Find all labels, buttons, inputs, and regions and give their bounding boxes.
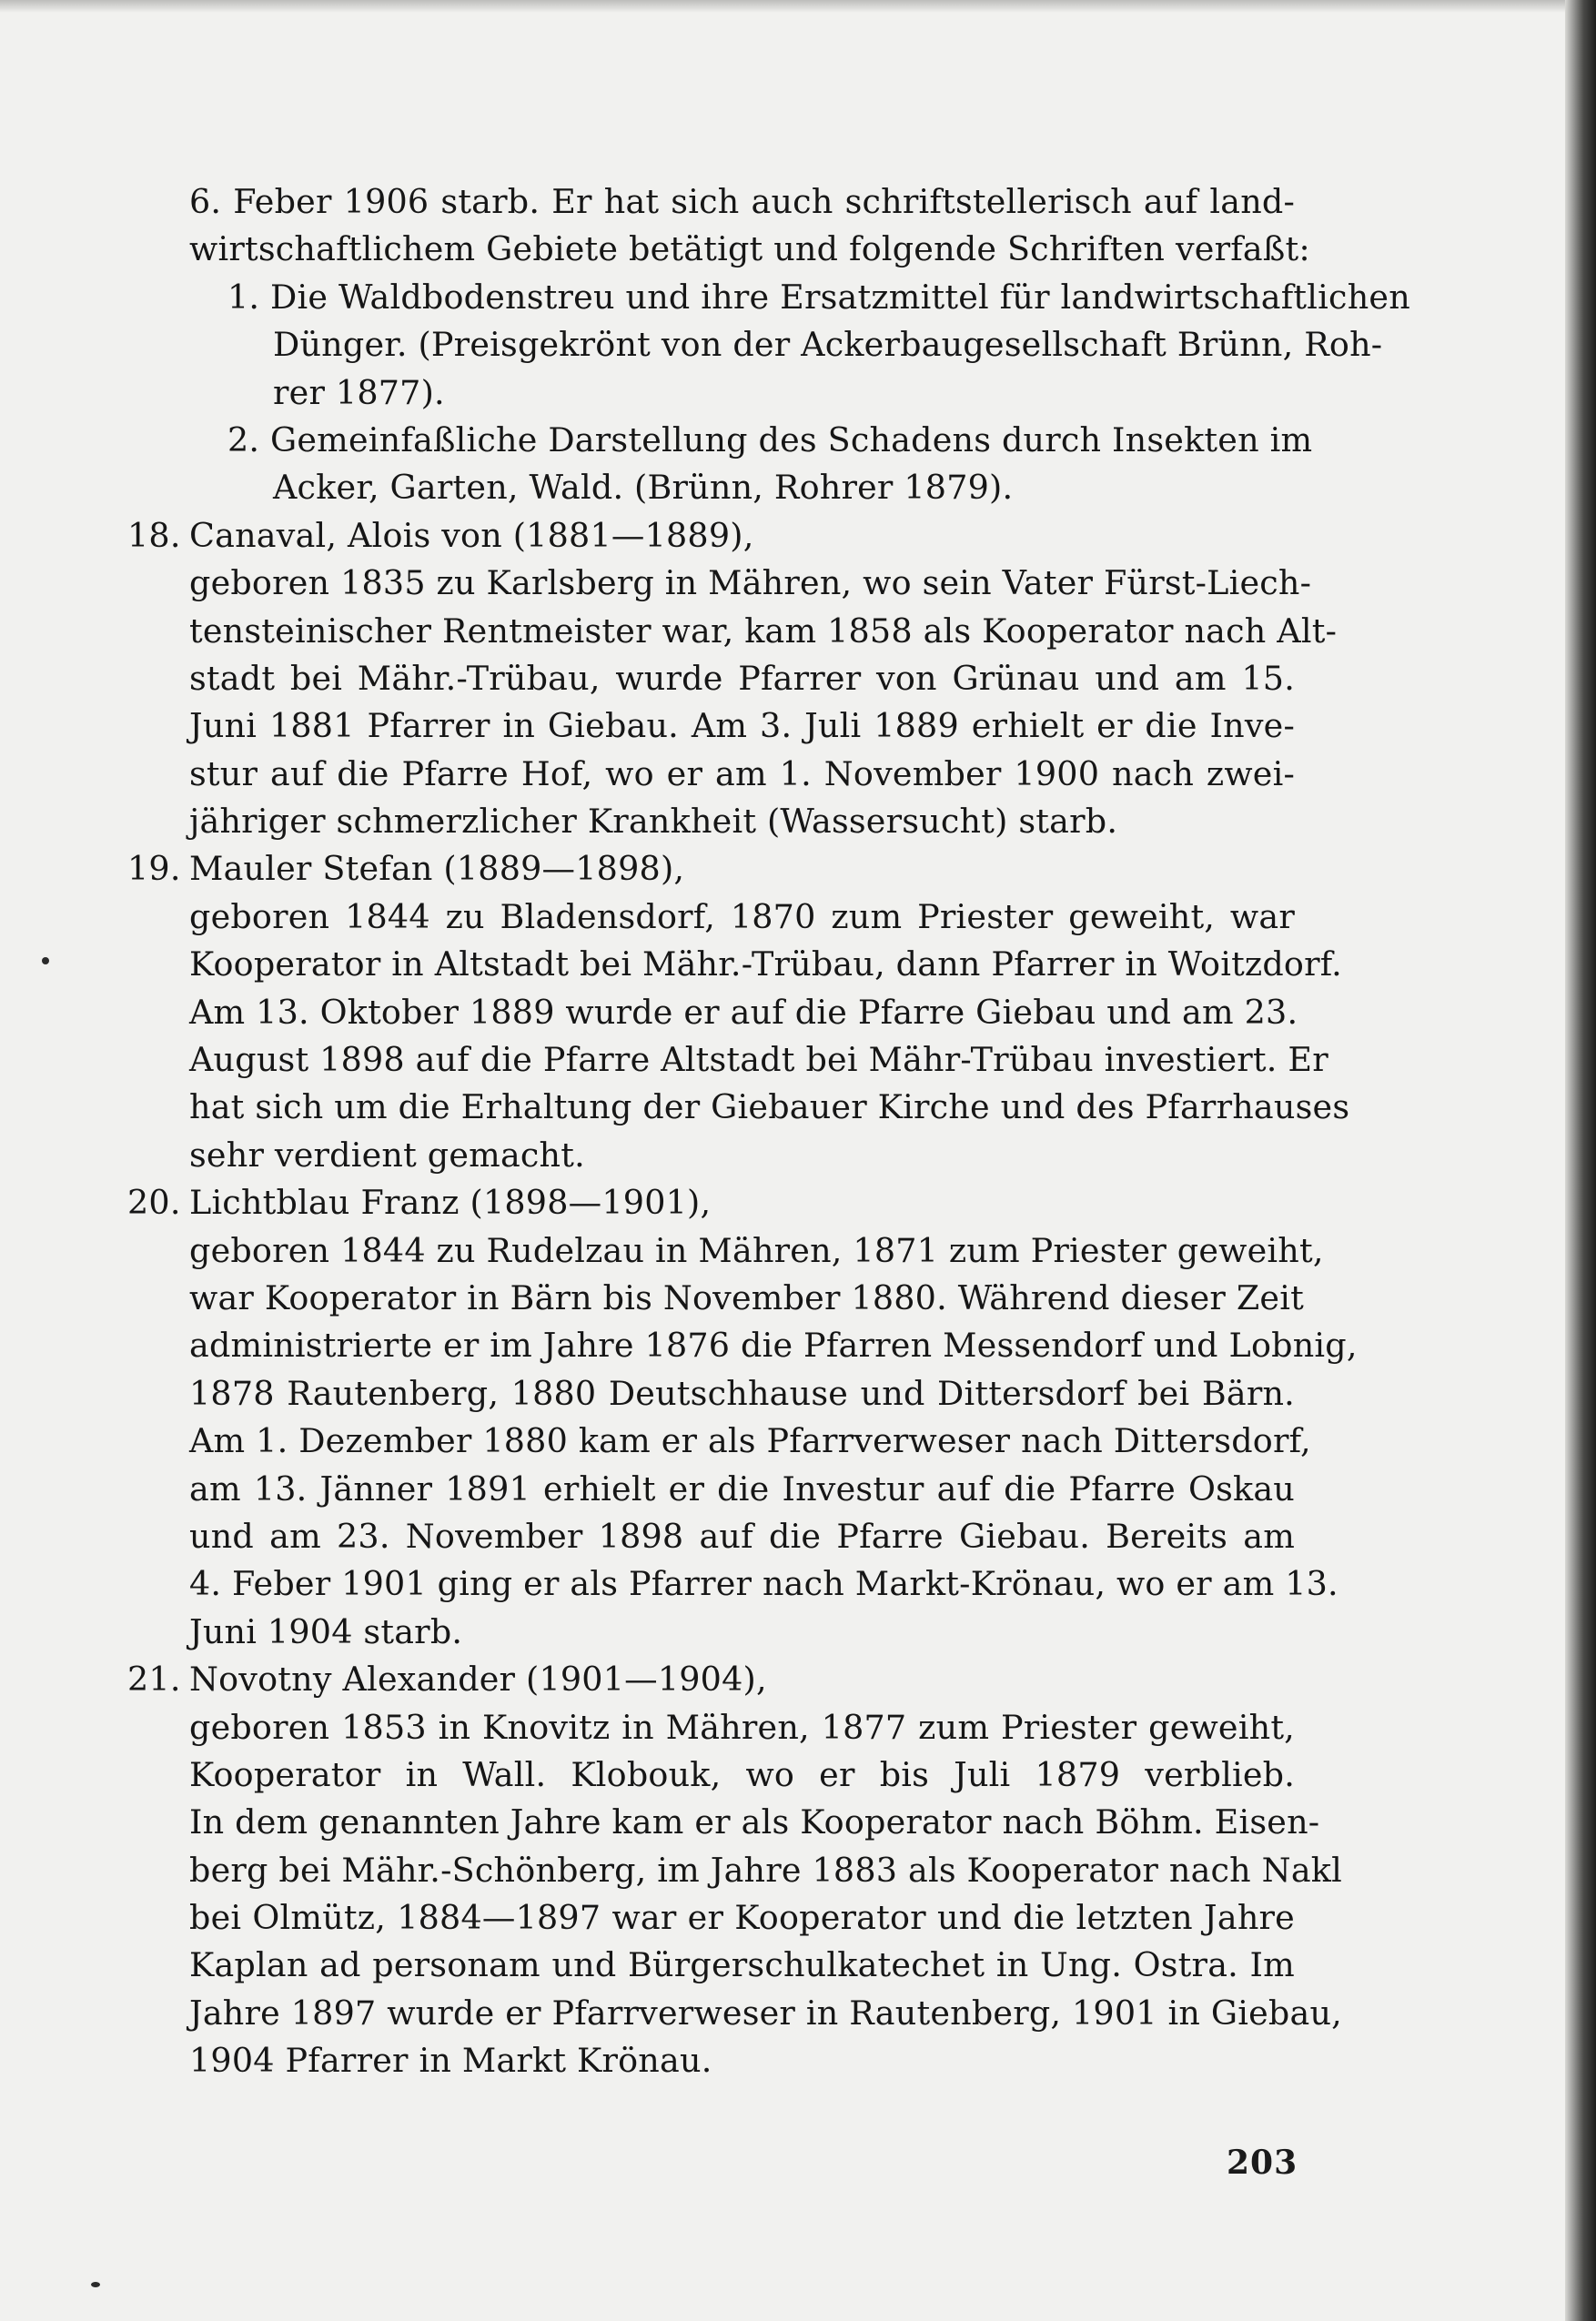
text-line: war Kooperator in Bärn bis November 1880. Während dieser Zeit	[189, 1277, 1304, 1317]
text-line: jähriger schmerzlicher Krankheit (Wassersucht) starb.	[189, 802, 1118, 842]
scan-speck	[91, 2282, 100, 2287]
entry-heading-text: Mauler Stefan (1889—1898),	[189, 849, 685, 889]
text-line: 1878 Rautenberg, 1880 Deutschhause und Dittersdorf bei Bärn.	[189, 1373, 1295, 1413]
entry-number: 18.	[127, 515, 181, 555]
entry-heading-18	[127, 512, 1295, 560]
text-line: Jahre 1897 wurde er Pfarrverweser in Rautenberg, 1901 in Giebau,	[189, 1993, 1342, 2033]
text-line: geboren 1853 in Knovitz in Mähren, 1877 zum Priester geweiht,	[189, 1707, 1295, 1747]
entry-heading-19	[127, 845, 1295, 893]
text-line: stur auf die Pfarre Hof, wo er am 1. November 1900 nach zwei-	[189, 753, 1295, 793]
text-line: Kaplan ad personam und Bürgerschulkatechet in Ung. Ostra. Im	[189, 1945, 1295, 1985]
text-line: geboren 1844 zu Bladensdorf, 1870 zum Priester geweiht, war	[189, 896, 1295, 936]
entry-heading-text: Lichtblau Franz (1898—1901),	[189, 1183, 712, 1223]
text-line: Am 1. Dezember 1880 kam er als Pfarrverweser nach Dittersdorf,	[189, 1421, 1311, 1461]
entry-number: 19.	[127, 849, 181, 889]
text-line: Kooperator in Altstadt bei Mähr.-Trübau, dann Pfarrer in Woitzdorf.	[189, 944, 1342, 984]
page-top-shadow	[0, 0, 1596, 13]
text-line: August 1898 auf die Pfarre Altstadt bei Mähr-Trübau investiert. Er	[189, 1040, 1328, 1080]
text-line: 1904 Pfarrer in Markt Krönau.	[189, 2041, 712, 2081]
entry-heading-20	[127, 1179, 1295, 1226]
text-line: 4. Feber 1901 ging er als Pfarrer nach Markt-Krönau, wo er am 13.	[189, 1564, 1338, 1604]
text-line: Juni 1904 starb.	[189, 1611, 463, 1651]
text-line: Am 13. Oktober 1889 wurde er auf die Pfarre Giebau und am 23.	[189, 992, 1298, 1032]
entry-heading-21	[127, 1656, 1295, 1703]
list-item-1: 1. Die Waldbodenstreu und ihre Ersatzmittel für landwirtschaftlichen	[227, 277, 1410, 317]
scan-speck	[42, 957, 49, 964]
text-line: Kooperator in Wall. Klobouk, wo er bis Juli 1879 verblieb.	[189, 1754, 1295, 1794]
page-edge-shadow	[1565, 0, 1596, 2321]
text-line: wirtschaftlichem Gebiete betätigt und folgende Schriften verfaßt:	[189, 229, 1310, 269]
text-line: sehr verdient gemacht.	[189, 1135, 585, 1175]
entry-heading-text: Canaval, Alois von (1881—1889),	[189, 515, 754, 555]
text-line: hat sich um die Erhaltung der Giebauer Kirche und des Pfarrhauses	[189, 1087, 1350, 1127]
entry-heading-text: Novotny Alexander (1901—1904),	[189, 1660, 767, 1700]
text-line: rer 1877).	[273, 372, 445, 412]
body-text	[127, 178, 1410, 2085]
text-line: geboren 1844 zu Rudelzau in Mähren, 1871 zum Priester geweiht,	[189, 1230, 1324, 1270]
list-item-2: 2. Gemeinfaßliche Darstellung des Schadens durch Insekten im	[227, 419, 1313, 459]
entry-number: 20.	[127, 1183, 181, 1223]
text-line: am 13. Jänner 1891 erhielt er die Investur auf die Pfarre Oskau	[189, 1468, 1295, 1509]
text-line: administrierte er im Jahre 1876 die Pfarren Messendorf und Lobnig,	[189, 1326, 1358, 1366]
text-line: und am 23. November 1898 auf die Pfarre Giebau. Bereits am	[189, 1516, 1295, 1556]
page-number: 203	[1227, 2144, 1298, 2182]
text-line: In dem genannten Jahre kam er als Kooperator nach Böhm. Eisen-	[189, 1802, 1320, 1842]
text-line: geboren 1835 zu Karlsberg in Mähren, wo sein Vater Fürst-Liech-	[189, 563, 1312, 603]
text-line: Dünger. (Preisgekrönt von der Ackerbaugesellschaft Brünn, Roh-	[273, 325, 1383, 365]
text-line: tensteinischer Rentmeister war, kam 1858 als Kooperator nach Alt-	[189, 611, 1338, 651]
text-line: 6. Feber 1906 starb. Er hat sich auch schriftstellerisch auf land-	[189, 182, 1295, 221]
text-line: bei Olmütz, 1884—1897 war er Kooperator und die letzten Jahre	[189, 1898, 1295, 1938]
text-line: Acker, Garten, Wald. (Brünn, Rohrer 1879).	[273, 468, 1014, 508]
text-line: Juni 1881 Pfarrer in Giebau. Am 3. Juli 1889 erhielt er die Inve-	[189, 706, 1295, 746]
text-line: berg bei Mähr.-Schönberg, im Jahre 1883 als Kooperator nach Nakl	[189, 1850, 1342, 1890]
entry-number: 21.	[127, 1660, 181, 1700]
text-line: stadt bei Mähr.-Trübau, wurde Pfarrer von Grünau und am 15.	[189, 658, 1295, 698]
